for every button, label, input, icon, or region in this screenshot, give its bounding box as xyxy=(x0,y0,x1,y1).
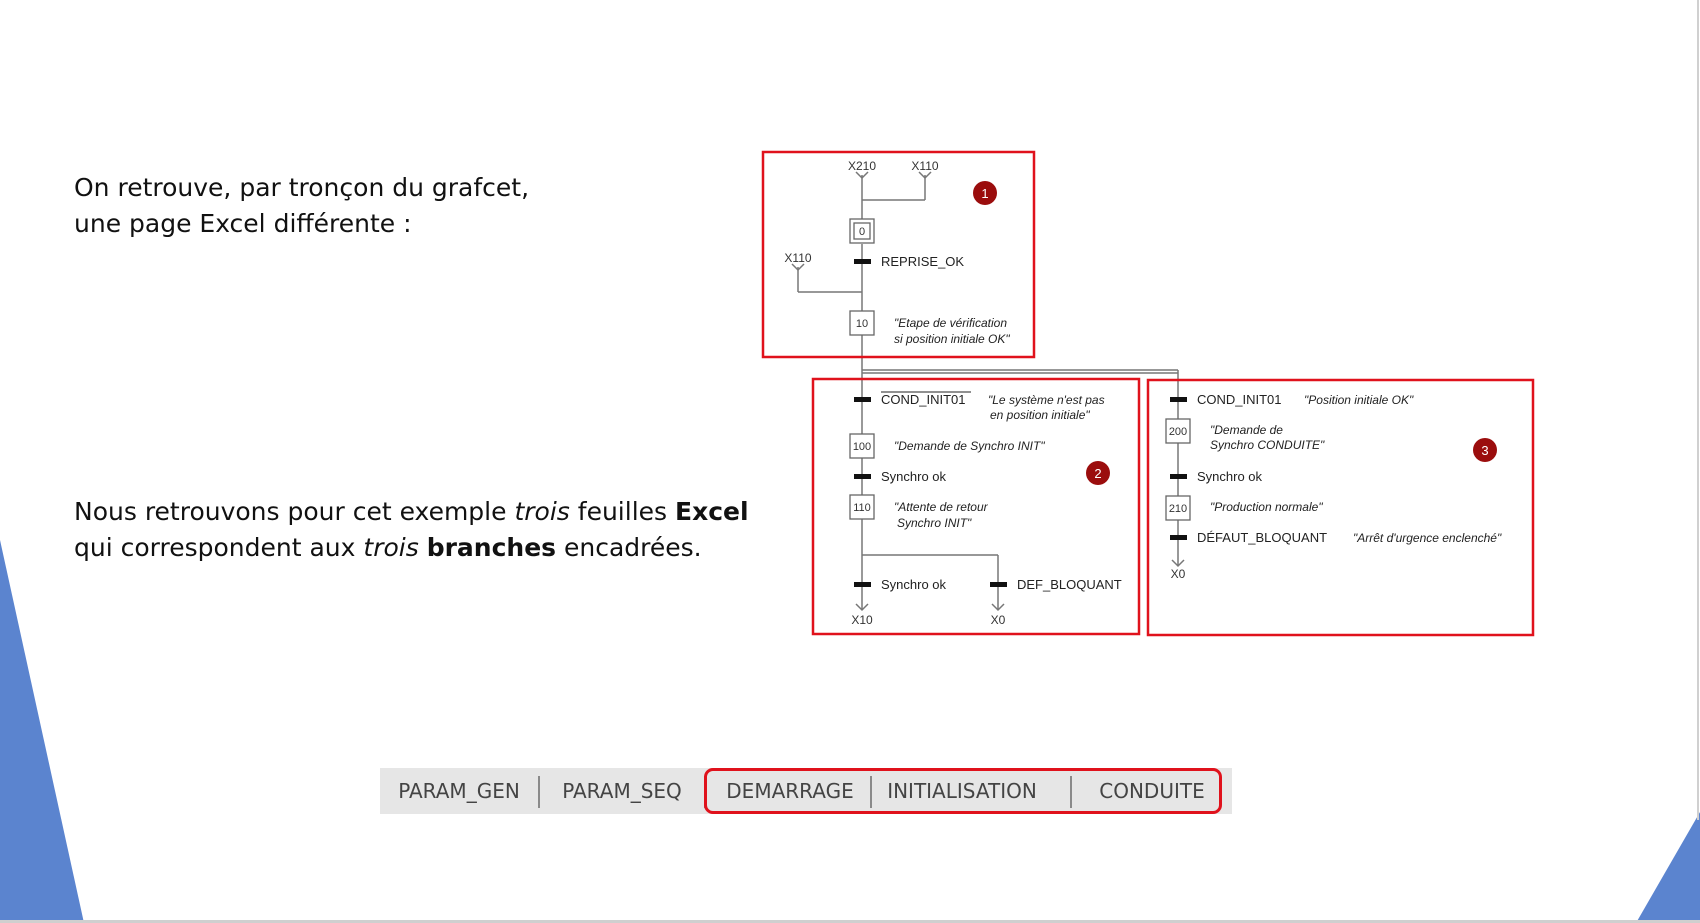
transition-defaut-b3 xyxy=(1170,535,1187,540)
badge-1-label: 1 xyxy=(981,186,989,201)
label-cond-init-b2: COND_INIT01 xyxy=(881,392,966,407)
target-x0-b3: X0 xyxy=(1170,567,1186,581)
comment-step200-1: "Demande de xyxy=(1210,423,1283,437)
step-210-label: 210 xyxy=(1168,503,1188,515)
frame-branch-3 xyxy=(1148,380,1533,635)
body-l1-b: trois xyxy=(514,497,570,526)
tabs-highlight-frame xyxy=(704,768,1222,814)
transition-reprise xyxy=(854,259,871,264)
transition-synchro-b3 xyxy=(1170,474,1187,479)
comment-step200-2: Synchro CONDUITE" xyxy=(1210,438,1325,452)
target-x10: X10 xyxy=(851,613,873,627)
transition-cond-init-b2 xyxy=(854,397,871,402)
body-l2-b: trois xyxy=(363,533,419,562)
comment-step10-1: "Etape de vérification xyxy=(894,316,1007,330)
intro-line-2: une page Excel différente : xyxy=(74,209,412,238)
ref-x110-top: X110 xyxy=(911,159,939,173)
body-l1-d: Excel xyxy=(675,497,749,526)
comment-cond-b2-2: en position initiale" xyxy=(990,408,1090,422)
tab-param-gen[interactable]: PARAM_GEN xyxy=(398,779,520,803)
tab-conduite[interactable]: CONDUITE xyxy=(1099,779,1205,803)
decor-right-triangle xyxy=(1636,812,1700,923)
badge-3-label: 3 xyxy=(1481,443,1489,458)
label-defaut-bloquant: DÉFAUT_BLOQUANT xyxy=(1197,530,1328,545)
label-reprise-ok: REPRISE_OK xyxy=(881,254,965,269)
body-l1-a: Nous retrouvons pour cet exemple xyxy=(74,497,515,526)
label-cond-init-b3: COND_INIT01 xyxy=(1197,392,1282,407)
comment-defaut: "Arrêt d'urgence enclenché" xyxy=(1353,531,1502,545)
label-def-bloquant: DEF_BLOQUANT xyxy=(1017,577,1122,592)
ref-x210: X210 xyxy=(847,159,877,173)
comment-step110-2: Synchro INIT" xyxy=(897,516,972,530)
transition-def-b2 xyxy=(990,582,1007,587)
comment-step100: "Demande de Synchro INIT" xyxy=(894,439,1045,453)
comment-cond-b2-1: "Le système n'est pas xyxy=(988,393,1105,407)
comment-cond-b3: "Position initiale OK" xyxy=(1304,393,1414,407)
tab-param-seq[interactable]: PARAM_SEQ xyxy=(562,779,682,803)
step-100-label: 100 xyxy=(852,441,872,453)
ref-x110-left: X110 xyxy=(784,251,812,265)
step-10-label: 10 xyxy=(855,318,869,330)
label-synchro-b2: Synchro ok xyxy=(881,469,947,484)
target-x0-b2: X0 xyxy=(990,613,1006,627)
transition-synchro2-b2 xyxy=(854,582,871,587)
badge-2-label: 2 xyxy=(1094,466,1102,481)
tab-initialisation[interactable]: INITIALISATION xyxy=(887,779,1037,803)
comment-step10-2: si position initiale OK" xyxy=(894,332,1010,346)
body-l2-e: encadrées. xyxy=(556,533,702,562)
transition-synchro-b2 xyxy=(854,474,871,479)
body-l1-c: feuilles xyxy=(569,497,675,526)
label-synchro-b3: Synchro ok xyxy=(1197,469,1263,484)
label-synchro2-b2: Synchro ok xyxy=(881,577,947,592)
step-0-label: 0 xyxy=(858,226,866,238)
tab-demarrage[interactable]: DEMARRAGE xyxy=(726,779,854,803)
body-l2-a: qui correspondent aux xyxy=(74,533,364,562)
comment-step210: "Production normale" xyxy=(1210,500,1323,514)
step-110-label: 110 xyxy=(853,502,871,514)
transition-cond-init-b3 xyxy=(1170,397,1187,402)
step-200-label: 200 xyxy=(1168,426,1188,438)
intro-line-1: On retrouve, par tronçon du grafcet, xyxy=(74,173,530,202)
body-l2-d: branches xyxy=(426,533,557,562)
comment-step110-1: "Attente de retour xyxy=(894,500,988,514)
